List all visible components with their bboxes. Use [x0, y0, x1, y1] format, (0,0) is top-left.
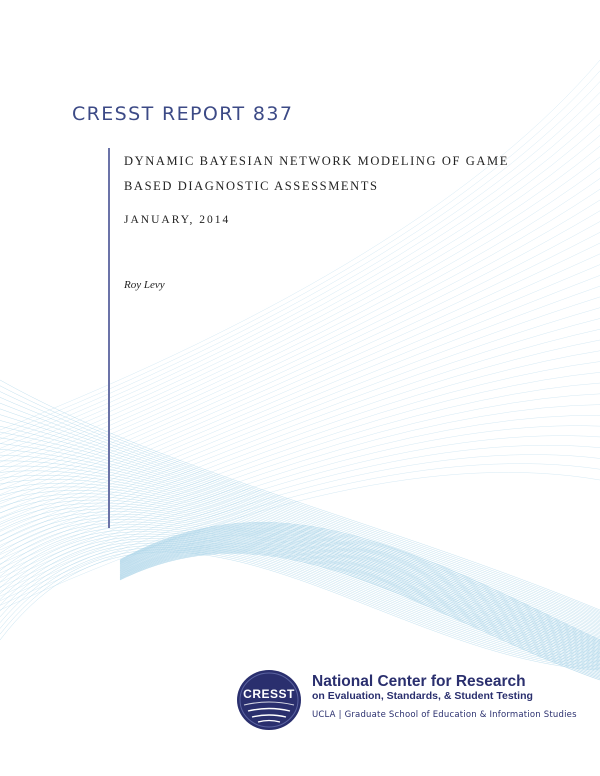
publication-date: JANUARY, 2014	[124, 214, 231, 226]
document-title-line-1: DYNAMIC BAYESIAN NETWORK MODELING OF GAME	[124, 154, 509, 168]
wave-line	[0, 232, 600, 504]
organization-name: National Center for Research	[312, 673, 526, 690]
organization-subtitle: on Evaluation, Standards, & Student Testing	[312, 690, 533, 702]
wave-line	[0, 386, 600, 612]
wave-line	[0, 222, 600, 500]
wave-line	[0, 265, 600, 518]
wave-line	[0, 318, 600, 540]
vertical-rule	[108, 148, 110, 528]
wave-line	[0, 82, 600, 440]
wave-line	[0, 517, 600, 650]
document-title	[124, 149, 544, 199]
wave-line	[0, 432, 600, 622]
wave-line	[0, 397, 600, 614]
university-line: UCLA | Graduate School of Education & Information Studies	[312, 710, 577, 720]
logo-text: CRESST	[243, 687, 295, 701]
cresst-logo-icon	[236, 669, 302, 731]
wave-line	[0, 308, 600, 536]
wave-line	[0, 178, 600, 480]
wave-line	[0, 403, 600, 615]
author-name: Roy Levy	[124, 279, 165, 291]
wave-line	[0, 254, 600, 513]
wave-line	[0, 519, 600, 651]
report-number: CRESST REPORT 837	[72, 103, 294, 125]
document-title-line-2: BASED DIAGNOSTIC ASSESSMENTS	[124, 179, 379, 193]
wave-line	[0, 275, 600, 522]
